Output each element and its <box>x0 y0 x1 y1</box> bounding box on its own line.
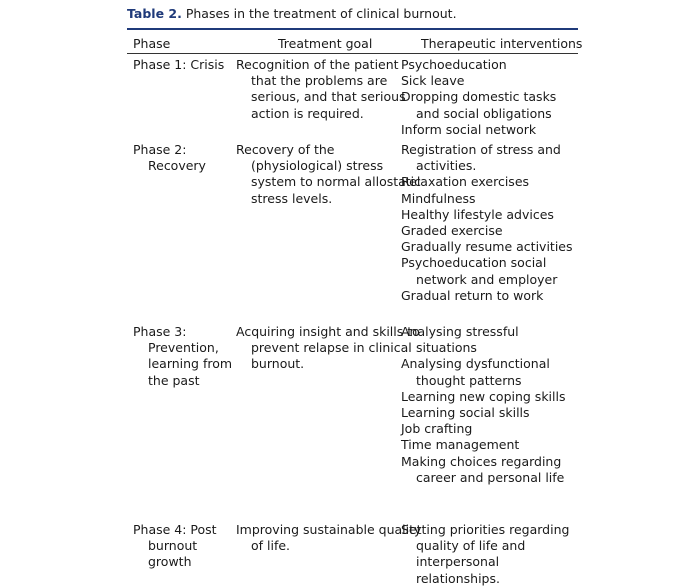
intervention-item: Gradually resume activities <box>401 239 573 255</box>
intervention-item: Learning new coping skills <box>401 388 566 404</box>
treatment-goal-cell: Improving sustainable quality of life. <box>236 522 422 554</box>
intervention-item: Healthy lifestyle advices <box>401 206 554 222</box>
intervention-item: Time management <box>401 437 520 453</box>
intervention-item: Learning social skills <box>401 405 530 421</box>
table-caption <box>127 5 457 22</box>
intervention-item: Gradual return to work <box>401 287 544 303</box>
interventions-cell <box>401 142 581 304</box>
treatment-goal-cell: Recognition of the patient that the problems are serious, and that serious action is required. <box>236 57 406 121</box>
intervention-item: Psychoeducation social network and employer <box>401 255 558 287</box>
intervention-item: Psychoeducation <box>401 57 507 72</box>
intervention-item: Setting priorities regarding quality of life and interpersonal relationships. <box>401 522 570 586</box>
intervention-item: Mindfulness <box>401 190 476 206</box>
intervention-item: Making choices regarding career and personal life <box>401 453 565 485</box>
intervention-item: Sick leave <box>401 73 465 89</box>
intervention-item: Inform social network <box>401 121 537 137</box>
column-header-interventions: Therapeutic interventions <box>421 36 583 51</box>
phase-cell: Phase 3: Prevention, learning from the past <box>133 324 233 388</box>
top-rule <box>127 28 578 30</box>
treatment-goal-cell: Acquiring insight and skills to prevent relapse in clinical burnout. <box>236 324 420 372</box>
column-header-treatment-goal: Treatment goal <box>278 36 373 51</box>
intervention-item: Job crafting <box>401 421 473 437</box>
interventions-cell <box>401 522 581 587</box>
table-caption-label: Table 2. <box>127 6 182 21</box>
intervention-item: Relaxation exercises <box>401 174 530 190</box>
intervention-item: Analysing dysfunctional thought patterns <box>401 356 550 388</box>
interventions-cell <box>401 324 581 486</box>
phase-cell: Phase 4: Post burnout growth <box>133 522 217 570</box>
intervention-item: Dropping domestic tasks and social obligations <box>401 89 557 121</box>
phase-cell: Phase 2: Recovery <box>133 142 206 174</box>
interventions-cell <box>401 57 581 138</box>
intervention-item: Analysing stressful situations <box>401 324 519 356</box>
header-rule <box>127 53 578 54</box>
intervention-item: Registration of stress and activities. <box>401 142 561 174</box>
phase-cell: Phase 1: Crisis <box>133 57 225 72</box>
intervention-item: Graded exercise <box>401 223 503 239</box>
column-header-phase: Phase <box>133 36 171 51</box>
table-caption-text: Phases in the treatment of clinical burnout. <box>181 6 457 21</box>
treatment-goal-cell: Recovery of the (physiological) stress system to normal allostatic stress levels. <box>236 142 422 206</box>
